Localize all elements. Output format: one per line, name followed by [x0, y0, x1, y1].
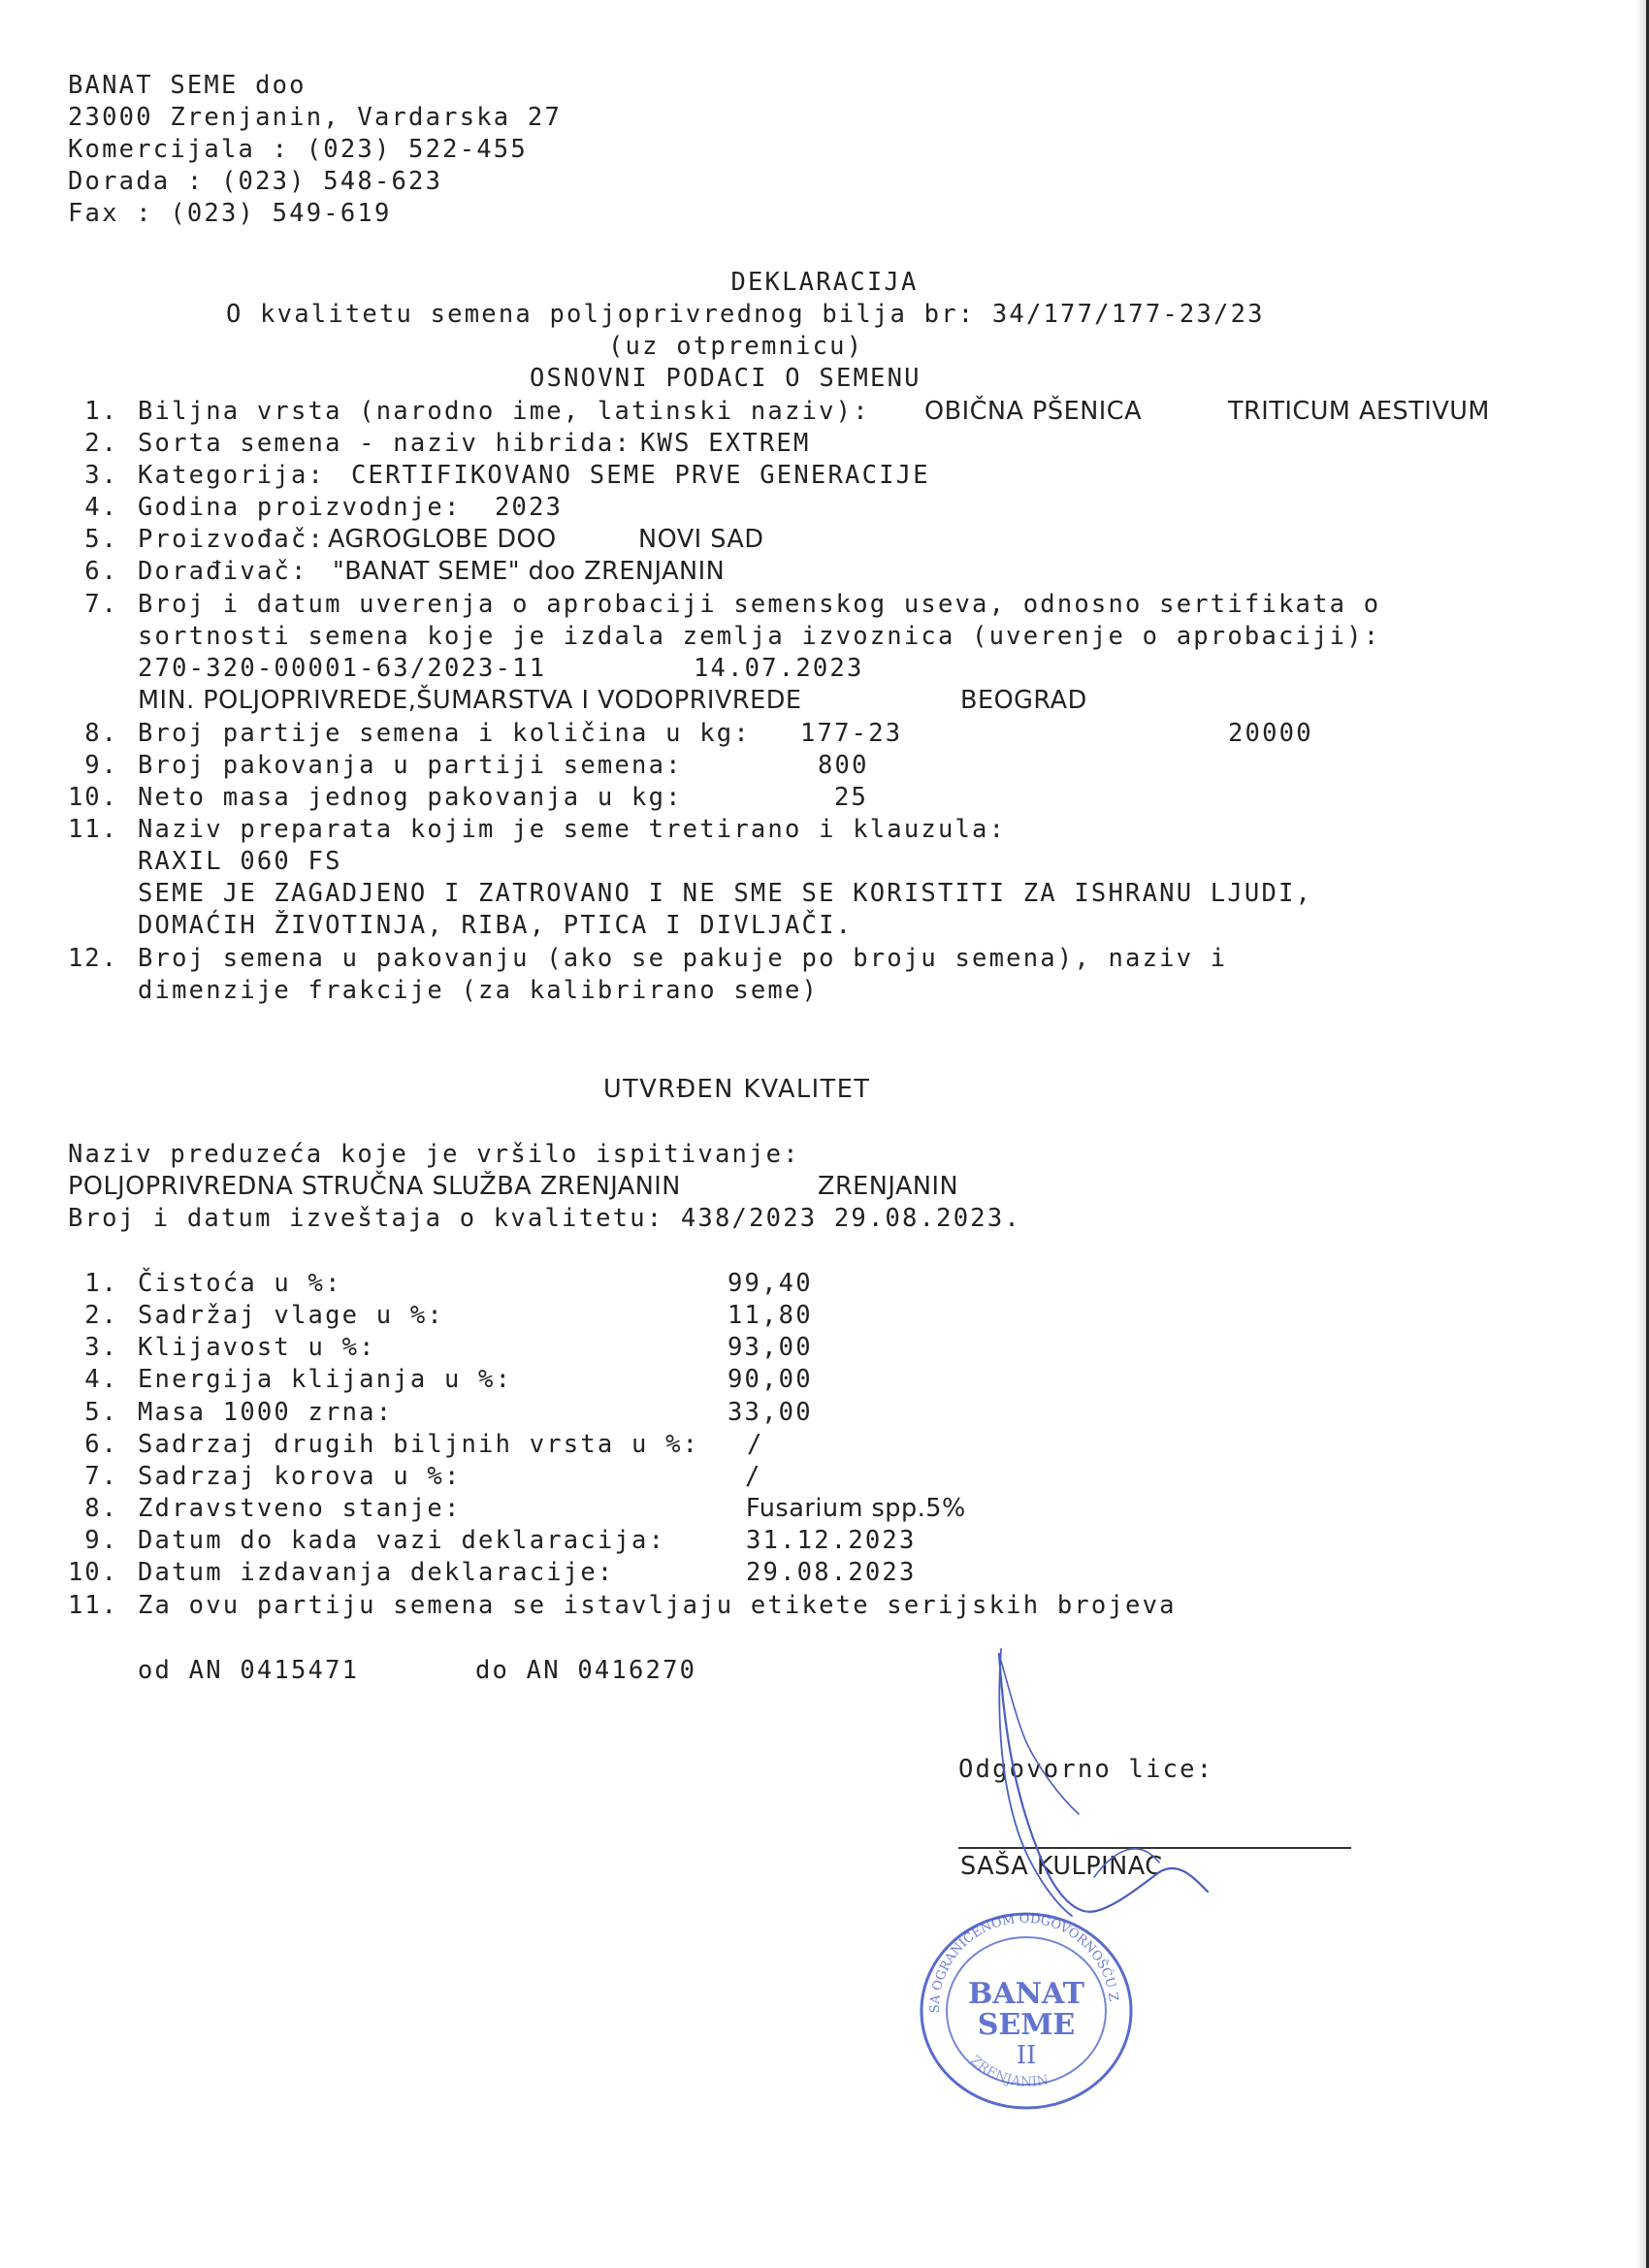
item-value: MIN. POLJOPRIVREDE,ŠUMARSTVA I VODOPRIVREDE	[138, 686, 802, 715]
item-number: 8.	[84, 719, 118, 748]
item-value: DOMAĆIH ŽIVOTINJA, RIBA, PTICA I DIVLJAČI.	[138, 911, 854, 940]
item-number: 2.	[84, 429, 118, 458]
document-subtitle: O kvalitetu semena poljoprivrednog bilja br: 34/177/177-23/23	[226, 300, 1265, 329]
serial-to: do AN 0416270	[475, 1656, 697, 1685]
stamp-line3: II	[1016, 2041, 1037, 2070]
company-stamp	[895, 1886, 1154, 2120]
report-info: Broj i datum izveštaja o kvalitetu: 438/2023 29.08.2023.	[68, 1204, 1021, 1233]
item-number: 11.	[67, 1591, 118, 1620]
item-label: Proizvođač:	[138, 525, 326, 554]
item-label: Broj partije semena i količina u kg:	[138, 719, 751, 748]
item-value: OBIČNA PŠENICA	[924, 397, 1143, 426]
item-number: 6.	[84, 1430, 118, 1459]
serial-from: od AN 0415471	[138, 1656, 360, 1685]
item-label: Za ovu partiju semena se istavljaju etikete serijskih brojeva	[138, 1591, 1177, 1620]
item-number: 2.	[84, 1301, 118, 1330]
item-number: 3.	[84, 1333, 118, 1362]
item-value: 270-320-00001-63/2023-11	[138, 654, 547, 683]
item-value: 29.08.2023	[746, 1558, 917, 1587]
item-value: 800	[818, 751, 869, 780]
item-value: 31.12.2023	[746, 1526, 917, 1555]
item-label: Datum izdavanja deklaracije:	[138, 1558, 615, 1587]
item-number: 9.	[84, 751, 118, 780]
signature-label: Odgovorno lice:	[958, 1755, 1214, 1784]
signatory-name: SAŠA KULPINAC	[960, 1852, 1163, 1881]
item-number: 8.	[84, 1494, 118, 1523]
item-value: 2023	[495, 493, 564, 522]
item-label: Masa 1000 zrna:	[138, 1398, 394, 1427]
item-value: /	[747, 1430, 764, 1459]
stamp-line1: BANAT	[967, 1977, 1085, 2011]
item-number: 9.	[84, 1526, 118, 1555]
item-label: Sadržaj vlage u %:	[138, 1301, 444, 1330]
item-label: Broj semena u pakovanju (ako se pakuje po broju semena), naziv i	[138, 944, 1228, 973]
item-value: 99,40	[728, 1269, 813, 1298]
item-number: 10.	[67, 1558, 118, 1587]
item-value: CERTIFIKOVANO SEME PRVE GENERACIJE	[351, 461, 930, 490]
item-number: 5.	[84, 525, 118, 554]
lab-name: POLJOPRIVREDNA STRUČNA SLUŽBA ZRENJANIN	[68, 1172, 681, 1201]
item-value: KWS EXTREM	[640, 429, 811, 458]
item-label: Klijavost u %:	[138, 1333, 376, 1362]
item-label: Sadrzaj korova u %:	[138, 1462, 462, 1491]
company-fax: Fax : (023) 549-619	[68, 199, 392, 228]
item-value: Fusarium spp.5%	[746, 1494, 966, 1523]
item-number: 7.	[84, 590, 118, 619]
item-value: 33,00	[728, 1398, 813, 1427]
item-label: Dorađivač:	[138, 557, 308, 586]
item-label: Broj pakovanja u partiji semena:	[138, 751, 683, 780]
item-number: 4.	[84, 493, 118, 522]
item-label: sortnosti semena koje je izdala zemlja izvoznica (uverenje o aprobaciji):	[138, 622, 1381, 651]
item-label: Broj i datum uverenja o aprobaciji semenskog useva, odnosno sertifikata o	[138, 590, 1381, 619]
item-number: 1.	[84, 397, 118, 426]
item-label: Sadrzaj drugih biljnih vrsta u %:	[138, 1430, 700, 1459]
item-value: 20000	[1228, 719, 1313, 748]
item-value: /	[745, 1462, 762, 1491]
item-number: 10.	[67, 783, 118, 812]
lab-label: Naziv preduzeća koje je vršilo ispitivanje:	[68, 1140, 800, 1169]
item-label: Energija klijanja u %:	[138, 1365, 513, 1394]
item-label: Sorta semena - naziv hibrida:	[138, 429, 632, 458]
item-label: Godina proizvodnje:	[138, 493, 462, 522]
item-value: "BANAT SEME" doo ZRENJANIN	[333, 557, 726, 586]
company-commercial-phone: Komercijala : (023) 522-455	[68, 135, 528, 164]
company-processing-phone: Dorada : (023) 548-623	[68, 167, 443, 196]
item-label: Neto masa jednog pakovanja u kg:	[138, 783, 683, 812]
item-value: AGROGLOBE DOO	[328, 525, 557, 554]
company-name: BANAT SEME doo	[68, 71, 307, 100]
item-value: 93,00	[728, 1333, 813, 1362]
item-label: Naziv preparata kojim je seme tretirano i klauzula:	[138, 815, 1007, 844]
item-number: 3.	[84, 461, 118, 490]
item-value: 90,00	[728, 1365, 813, 1394]
stamp-bottom-text: ZRENJANIN	[967, 2053, 1051, 2090]
document-note: (uz otpremnicu)	[608, 332, 864, 361]
item-label: Datum do kada vazi deklaracija:	[138, 1526, 666, 1555]
item-value: 25	[834, 783, 869, 812]
item-number: 6.	[84, 557, 118, 586]
signature-line	[958, 1847, 1351, 1849]
item-number: 7.	[84, 1462, 118, 1491]
item-number: 1.	[84, 1269, 118, 1298]
scan-edge-shadow	[1636, 0, 1646, 2268]
item-number: 4.	[84, 1365, 118, 1394]
item-label: dimenzije frakcije (za kalibrirano seme)	[138, 976, 820, 1005]
stamp-line2: SEME	[977, 2008, 1076, 2042]
item-label: Zdravstveno stanje:	[138, 1494, 462, 1523]
item-value: BEOGRAD	[960, 686, 1087, 715]
item-label: Biljna vrsta (narodno ime, latinski naziv):	[138, 397, 870, 426]
item-value: 14.07.2023	[694, 654, 864, 683]
item-value: SEME JE ZAGADJENO I ZATROVANO I NE SME SE KORISTITI ZA ISHRANU LJUDI,	[138, 879, 1313, 908]
item-label: Kategorija:	[138, 461, 326, 490]
item-label: Čistoća u %:	[138, 1269, 342, 1298]
section-heading-quality: UTVRĐEN KVALITET	[603, 1075, 871, 1104]
item-value: RAXIL 060 FS	[138, 847, 342, 876]
item-number: 12.	[67, 944, 118, 973]
section-heading-basic: OSNOVNI PODACI O SEMENU	[530, 364, 922, 393]
stamp-arc-text: SA OGRANIČENOM ODGOVORNOŠĆU ZA PROMET	[895, 1886, 1120, 2014]
item-value: 177-23	[800, 719, 903, 748]
item-value: NOVI SAD	[638, 525, 764, 554]
company-address: 23000 Zrenjanin, Vardarska 27	[68, 103, 563, 132]
lab-city: ZRENJANIN	[818, 1172, 959, 1201]
document-title: DEKLARACIJA	[730, 268, 919, 297]
item-value: TRITICUM AESTIVUM	[1228, 397, 1490, 426]
item-value: 11,80	[728, 1301, 813, 1330]
item-number: 11.	[67, 815, 118, 844]
item-number: 5.	[84, 1398, 118, 1427]
